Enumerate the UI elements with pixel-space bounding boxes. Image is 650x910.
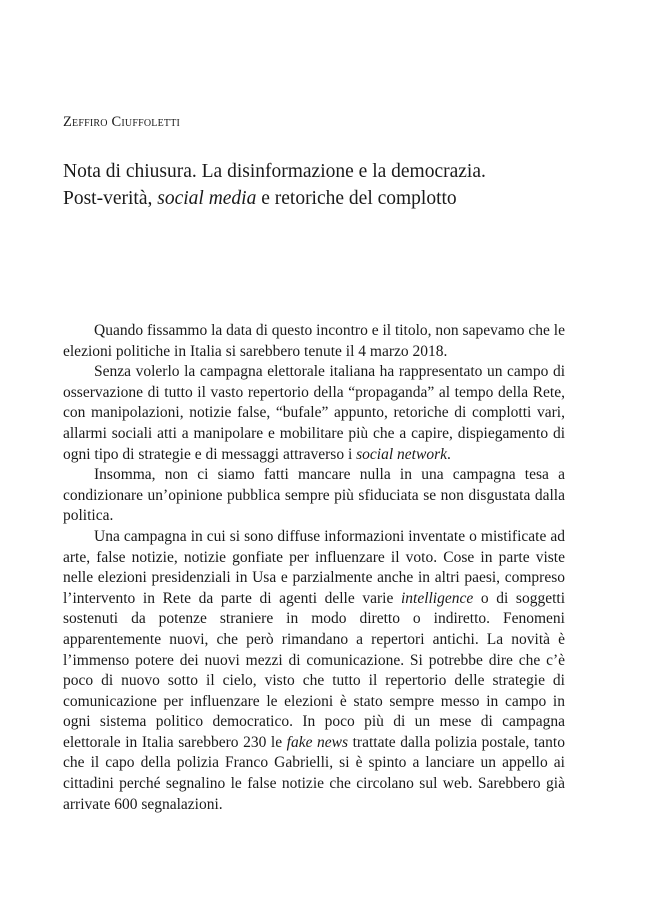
paragraph-4-text-b: o di soggetti sostenuti da potenze straniere in modo diretto o indiretto. Fenomeni apparentemente nuovi, che però rimandano a repertori antichi. La novità è l’immenso potere dei nuovi mezzi di comunicazione. Si potrebbe dire che c’è poco di nuovo sotto il cielo, visto che tutto il repertorio delle strategie di comunicazione per influenzare le elezioni è stato sempre messo in campo in ogni sistema politico democratico. In poco più di un mese di campagna elettorale in Italia sarebbero 230 le [63, 589, 566, 751]
paragraph-2-text: Senza volerlo la campagna elettorale italiana ha rappresentato un campo di osservazione di tutto il vasto repertorio della “propaganda” al tempo della Rete, con manipolazioni, notizie false, “bufale” appunto, retoriche di complotti vari, allarmi sociali atti a manipolare e mobilitare più che a capire, dispiegamento di ogni tipo di strategie e di messaggi attraverso i [63, 363, 565, 463]
paragraph-2 [63, 362, 565, 465]
paragraph-1: Quando fissammo la data di questo incontro e il titolo, non sapevamo che le elezioni politiche in Italia si sarebbero tenute il 4 marzo 2018. [63, 322, 565, 360]
paragraph-3: Insomma, non ci siamo fatti mancare nulla in una campagna tesa a condizionare un’opinione pubblica sempre più sfiduciata se non disgustata dalla politica. [63, 466, 565, 525]
paragraph-4-italic-2: fake news [286, 733, 349, 751]
paragraph-2-end: . [446, 445, 451, 463]
paragraph-2-italic: social network [356, 445, 447, 463]
title-line-2 [63, 185, 603, 212]
paragraph-4-text-a: Una campagna in cui si sono diffuse informazioni inventate o mistificate ad arte, false notizie, notizie gonfiate per influenzare il voto. Cose in parte viste nelle elezioni presidenziali in Usa e parzialmente anche in altri paesi, compreso l’intervento in Rete da parte di agenti delle varie [63, 527, 565, 607]
author-name: Zeffiro Ciuffoletti [63, 114, 181, 130]
paragraph-4-text-c: trattate dalla polizia postale, tanto che il capo della polizia Franco Gabrielli, si è spinto a lanciare un appello ai cittadini perché segnalino le false notizie che circolano sul web. Sarebbero già arrivate 600 segnalazioni. [63, 733, 565, 813]
body-text [63, 321, 565, 815]
title-italic-term: social media [157, 188, 257, 209]
paragraph-4 [63, 527, 565, 815]
chapter-title [63, 158, 603, 212]
title-line-1: Nota di chiusura. La disinformazione e la democrazia. [63, 161, 486, 182]
title-line-2-end: e retoriche del complotto [256, 188, 457, 209]
title-line-2-start: Post-verità, [63, 188, 158, 209]
paragraph-4-italic-1: intelligence [400, 589, 474, 607]
